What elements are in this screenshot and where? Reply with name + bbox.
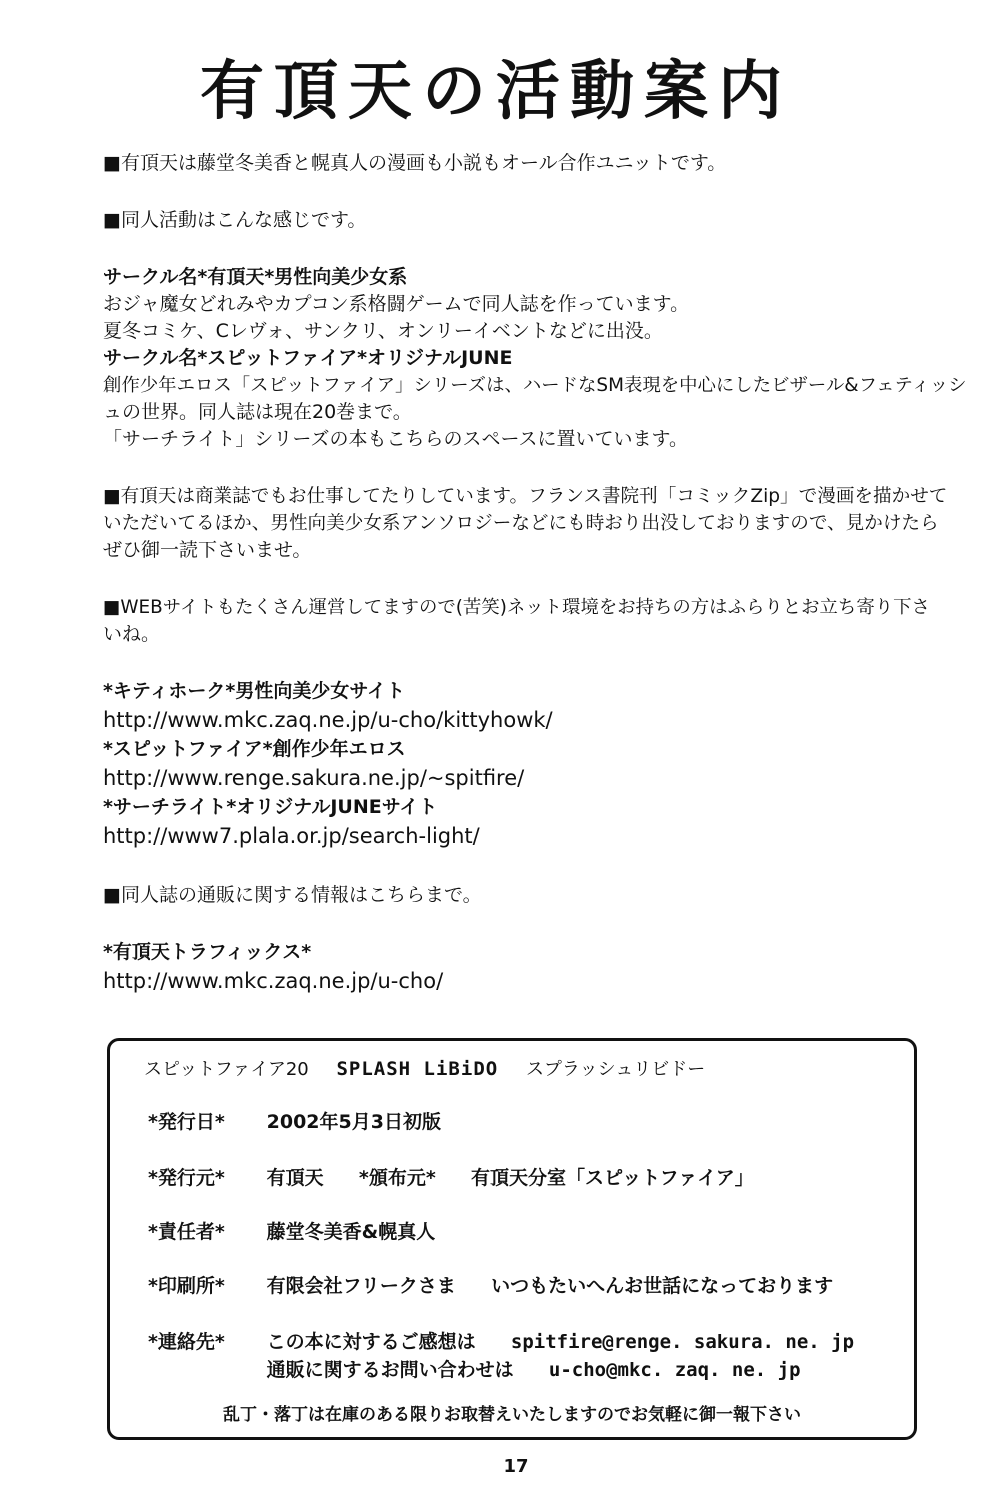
site-name-kittyhawk: *キティホーク*男性向美少女サイト — [103, 680, 406, 702]
commercial-line: ■有頂天は商業誌でもお仕事してたりしています。フランス書院刊「コミックZip」で漫画を描かせて — [103, 486, 948, 507]
distributor-label: *頒布元* — [358, 1167, 436, 1189]
contact-label: *連絡先* — [148, 1331, 225, 1353]
circle-name-spitfire: サークル名*スピットファイア*オリジナルJUNE — [103, 347, 513, 369]
printer-note: いつもたいへんお世話になっております — [491, 1275, 834, 1297]
circle-desc-line: 「サーチライト」シリーズの本もこちらのスペースに置いています。 — [103, 428, 689, 450]
contact-row — [148, 1327, 854, 1354]
circle-desc-line: ュの世界。同人誌は現在20巻まで。 — [103, 401, 412, 423]
contact-2-text: 通販に関するお問い合わせは — [266, 1359, 514, 1381]
mailorder-line: ■同人誌の通販に関する情報はこちらまで。 — [103, 884, 482, 906]
series-name: スピットファイア20 — [144, 1059, 309, 1080]
replacement-note: 乱丁・落丁は在庫のある限りお取替えいたしますのでお気軽に御一報下さい — [223, 1405, 801, 1425]
intro-line: ■有頂天は藤堂冬美香と幌真人の漫画も小説もオール合作ユニットです。 — [103, 152, 727, 174]
book-title-kana: スプラッシュリビドー — [525, 1059, 706, 1080]
commercial-line: いただいてるほか、男性向美少女系アンソロジーなどにも時おり出没しておりますので、見かけたら — [103, 513, 939, 534]
publisher-value: 有頂天 — [266, 1167, 324, 1189]
contact-row-2 — [148, 1355, 801, 1382]
printer-label: *印刷所* — [148, 1275, 225, 1297]
printer-row — [148, 1271, 833, 1298]
publisher-row — [148, 1163, 754, 1190]
site-name-spitfire: *スピットファイア*創作少年エロス — [103, 738, 406, 760]
colophon-series-line — [144, 1055, 705, 1081]
contact-1-text: この本に対するご感想は — [266, 1331, 476, 1353]
page-number: 17 — [503, 1456, 529, 1477]
site-url-spitfire: http://www.renge.sakura.ne.jp/~spitfire/ — [103, 766, 525, 790]
publisher-label: *発行元* — [148, 1167, 225, 1189]
circle-name-uchouten: サークル名*有頂天*男性向美少女系 — [103, 266, 408, 288]
editor-label: *責任者* — [148, 1221, 225, 1243]
issue-row — [148, 1107, 441, 1134]
commercial-line: ぜひ御一読下さいませ。 — [103, 539, 312, 561]
site-url-kittyhawk: http://www.mkc.zaq.ne.jp/u-cho/kittyhowk/ — [103, 708, 553, 732]
activity-info — [103, 150, 967, 997]
site-url-searchlight: http://www7.plala.or.jp/search-light/ — [103, 824, 480, 848]
printer-value: 有限会社フリークさま — [266, 1275, 456, 1297]
circle-desc-line: おジャ魔女どれみやカプコン系格闘ゲームで同人誌を作っています。 — [103, 293, 690, 315]
editor-value: 藤堂冬美香&幌真人 — [266, 1221, 436, 1243]
contact-1-mail: spitfire@renge. sakura. ne. jp — [510, 1331, 855, 1353]
page-title: 有頂天の活動案内 — [200, 55, 792, 129]
distributor-value: 有頂天分室「スピットファイア」 — [471, 1167, 754, 1189]
issue-label: *発行日* — [148, 1111, 225, 1133]
web-line: ■WEBサイトもたくさん運営してますので(苦笑)ネット環境をお持ちの方はふらりとお立ち寄り下さ — [103, 597, 930, 618]
circle-desc-line: 創作少年エロス「スピットファイア」シリーズは、ハードなSM表現を中心にしたビザール&フェティッシ — [103, 375, 967, 396]
web-line: いね。 — [103, 623, 161, 645]
mailorder-url: http://www.mkc.zaq.ne.jp/u-cho/ — [103, 969, 444, 993]
circle-desc-line: 夏冬コミケ、Cレヴォ、サンクリ、オンリーイベントなどに出没。 — [103, 320, 663, 342]
contact-2-mail: u-cho@mkc. zaq. ne. jp — [548, 1359, 801, 1381]
editor-row — [148, 1217, 435, 1244]
site-name-searchlight: *サーチライト*オリジナルJUNEサイト — [103, 796, 438, 818]
issue-value: 2002年5月3日初版 — [266, 1111, 441, 1133]
book-title-en: SPLASH LiBiDO — [336, 1058, 499, 1080]
colophon-box — [107, 1038, 917, 1440]
intro-activity-line: ■同人活動はこんな感じです。 — [103, 209, 367, 231]
mailorder-name: *有頂天トラフィックス* — [103, 941, 312, 963]
